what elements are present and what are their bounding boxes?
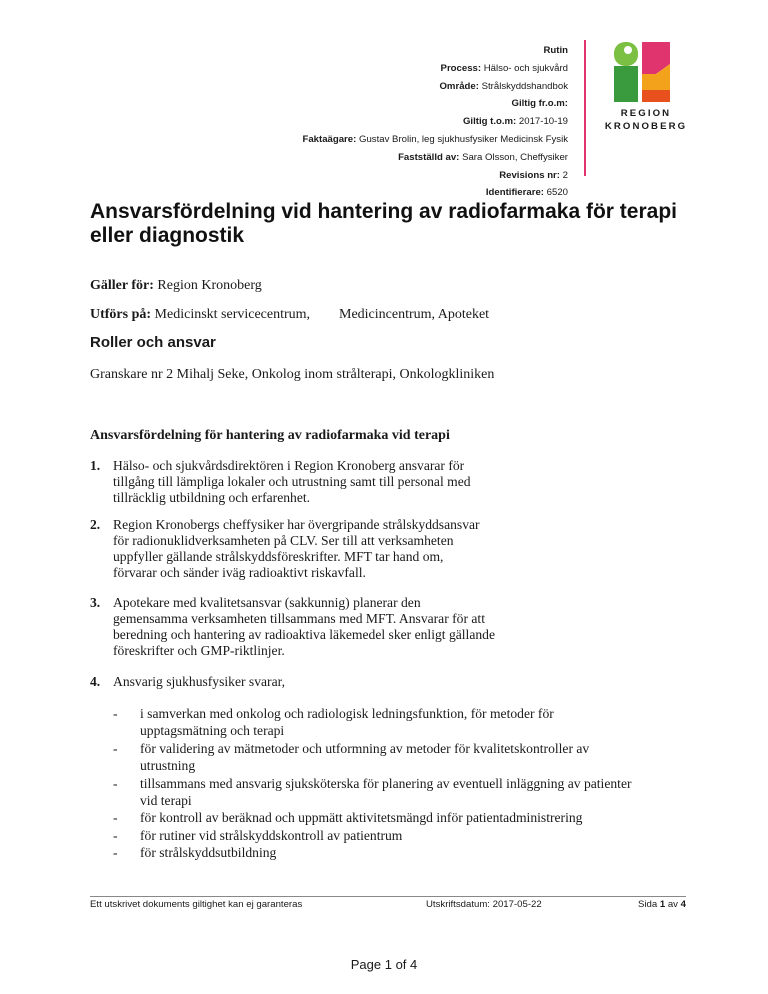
item-line: gemensamma verksamheten tillsammans med MFT. Ansvarar för att <box>113 610 485 626</box>
item-line: föreskrifter och GMP-riktlinjer. <box>113 642 285 658</box>
process-value: Hälso- och sjukvård <box>483 62 568 74</box>
dash-bullet: - <box>113 845 118 861</box>
item-line: Ansvarig sjukhusfysiker svarar, <box>113 674 285 689</box>
list-item <box>90 674 610 690</box>
page-of: av <box>667 899 678 910</box>
reviewer-text: Granskare nr 2 Mihalj Seke, Onkolog inom strålterapi, Onkologkliniken <box>90 367 495 382</box>
sublist-item <box>113 809 693 826</box>
item-line: beredning och hantering av radioaktiva läkemedel sker enligt gällande <box>113 626 495 642</box>
sublist-item <box>113 705 693 740</box>
sublist-item <box>113 775 693 810</box>
item-number: 3. <box>90 595 101 610</box>
page-num: 1 <box>659 899 666 910</box>
list-item <box>90 595 610 659</box>
approved-label: Fastställd av: <box>398 151 460 163</box>
performed-value-2: Medicincentrum, Apoteket <box>339 307 490 322</box>
sublist-line: i samverkan med onkolog och radiologisk ledningsfunktion, för metoder för <box>140 706 554 721</box>
sublist-line: utrustning <box>140 758 196 774</box>
owner-value: Gustav Brolin, leg sjukhusfysiker Medicinsk Fysik <box>359 133 568 145</box>
dash-bullet: - <box>113 740 118 756</box>
doc-type: Rutin <box>543 45 568 56</box>
header-divider <box>584 40 586 176</box>
valid-from-label: Giltig fr.o.m: <box>511 98 568 110</box>
item-line: tillräcklig utbildning och erfarenhet. <box>113 489 311 505</box>
item-line: Apotekare med kvalitetsansvar (sakkunnig) planerar den <box>113 595 421 610</box>
list-item <box>90 517 610 581</box>
item-line: uppfyller gällande strålskyddsföreskrifter. MFT tar hand om, <box>113 548 444 564</box>
valid-to-value: 2017-10-19 <box>518 116 568 128</box>
applies-label: Gäller för: <box>90 278 154 293</box>
sublist-line: för strålskyddsutbildning <box>140 845 277 861</box>
item-line: Hälso- och sjukvårdsdirektören i Region Kronoberg ansvarar för <box>113 458 465 473</box>
item-line: tillgång till lämpliga lokaler och utrustning samt till personal med <box>113 473 471 489</box>
sublist-item <box>113 740 693 775</box>
sublist-item <box>113 827 693 844</box>
performed-label: Utförs på: <box>90 307 152 322</box>
area-value: Strålskyddshandbok <box>481 80 568 92</box>
logo-text <box>596 108 696 133</box>
dash-bullet: - <box>113 775 118 791</box>
item-number: 4. <box>90 674 101 689</box>
roles-heading: Roller och ansvar <box>90 334 216 351</box>
dash-bullet: - <box>113 810 118 826</box>
list-item <box>90 458 610 506</box>
approved-value: Sara Olsson, Cheffysiker <box>462 151 568 163</box>
id-value: 6520 <box>546 187 568 199</box>
item-line: förvarar och sänder iväg radioaktivt riskavfall. <box>113 564 366 580</box>
id-label: Identifierare: <box>485 187 544 199</box>
item-number: 1. <box>90 458 101 473</box>
item-line: för radionuklidverksamheten på CLV. Ser till att verksamheten <box>113 532 454 548</box>
item-line: Region Kronobergs cheffysiker har övergripande strålskyddsansvar <box>113 517 480 532</box>
page-prefix: Sida <box>637 899 658 910</box>
applies-to <box>90 277 262 294</box>
applies-value: Region Kronoberg <box>157 278 262 293</box>
sublist-line: för kontroll av beräknad och uppmätt aktivitetsmängd inför patientadministrering <box>140 810 583 826</box>
footer-page-number <box>638 899 686 910</box>
section-heading: Ansvarsfördelning för hantering av radiofarmaka vid terapi <box>90 428 450 443</box>
footer-divider <box>90 896 686 897</box>
sublist-line: för validering av mätmetoder och utformning av metoder för kvalitetskontroller av <box>140 740 590 756</box>
valid-to-label: Giltig t.o.m: <box>462 116 517 128</box>
performed-at <box>90 306 610 323</box>
logo-line-kronoberg: KRONOBERG <box>604 120 688 132</box>
performed-value-1: Medicinskt servicecentrum, <box>154 307 311 322</box>
document-metadata <box>302 42 568 202</box>
item-number: 2. <box>90 517 101 532</box>
process-label: Process: <box>440 62 482 74</box>
sublist-item <box>113 844 693 861</box>
logo-line-region: REGION <box>620 108 672 119</box>
page-total: 4 <box>680 899 686 910</box>
footer-print-date: Utskriftsdatum: 2017-05-22 <box>426 899 542 910</box>
dash-bullet: - <box>113 827 118 843</box>
responsibility-sublist <box>113 705 693 862</box>
revision-label: Revisions nr: <box>499 169 560 181</box>
footer-disclaimer: Ett utskrivet dokuments giltighet kan ej garanteras <box>90 899 303 910</box>
sublist-line: för rutiner vid strålskyddskontroll av patientrum <box>140 827 403 843</box>
dash-bullet: - <box>113 706 118 721</box>
page-indicator: Page 1 of 4 <box>350 957 418 972</box>
sublist-line: upptagsmätning och terapi <box>140 723 285 739</box>
area-label: Område: <box>439 80 479 92</box>
page-title: Ansvarsfördelning vid hantering av radiofarmaka för terapi eller diagnostik <box>90 200 677 247</box>
revision-value: 2 <box>562 169 568 181</box>
owner-label: Faktaägare: <box>302 133 357 145</box>
sublist-line: vid terapi <box>140 793 192 809</box>
sublist-line: tillsammans med ansvarig sjuksköterska för planering av eventuell inläggning av patienter <box>140 775 632 791</box>
